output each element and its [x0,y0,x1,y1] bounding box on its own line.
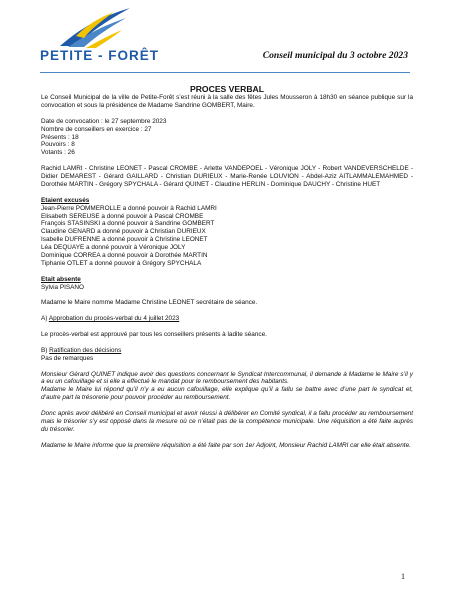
section-b-heading [41,347,413,355]
document-body [41,84,413,450]
absent-heading: Etait absente [41,275,81,283]
page-number: 1 [401,572,405,581]
page-header [0,0,450,78]
excused-heading: Etaient excusés [41,196,90,204]
section-a-prefix: A) [41,315,48,323]
section-b-title: Ratification des décisions [49,346,122,354]
secretary-appointment: Madame le Maire nomme Madame Christine LEONET secrétaire de séance. [41,299,258,307]
stat-convocation-date: Date de convocation : le 27 septembre 2023 [41,117,167,125]
document-title: PROCES VERBAL [189,84,264,94]
meeting-title: Conseil municipal du 3 octobre 2023 [262,50,408,61]
excused-item: Isabelle DUFRENNE a donné pouvoir à Christine LEONET [41,236,208,244]
section-b-prefix: B) [41,346,48,354]
stat-councillors-count: Nombre de conseillers en exercice : 27 [41,125,152,133]
discussion-paragraph: Donc après avoir délibéré en Conseil municipal et avoir réussi à délibérer en Comité syndical, il a fallu procéder au remboursement mais le trésorier s’y est opposé dans la mesure où ce n’était pas de la compétence municipale. Une réquisition a été faite auprès du trésorier. [41,410,413,433]
discussion-paragraph: Madame le Maire informe que la première réquisition a été faite par son 1er Adjoint, Monsieur Rachid LAMRI car elle était absente. [41,441,411,449]
discussion-paragraph: Monsieur Gérard QUINET indique avoir des questions concernant le Syndicat Intercommunal, il demande à Madame le Maire s’il y a eu un cafouillage et si elle a effectué le mandat pour le remboursement des habitants. [41,370,413,386]
absent-name: Sylvia PISANO [41,283,84,291]
excused-item: Tiphanie OTLET a donné pouvoir à Grégory SPYCHALA [41,259,202,267]
excused-item: Jean-Pierre POMMEROLLE a donné pouvoir à Rachid LAMRI [41,204,217,212]
town-logo [40,6,160,70]
section-b-subtext: Pas de remarques [41,354,94,362]
stat-proxies-count: Pouvoirs : 8 [41,141,75,149]
excused-item: Léa DEQUAYE a donné pouvoir à Véronique JOLY [41,244,186,252]
excused-item: Dominique CORREA a donné pouvoir à Dorothée MARTIN [41,252,208,260]
stylized-bird-swoosh-icon [56,6,136,50]
discussion-paragraph: Madame le Maire lui répond qu’il n’y a eu aucun cafouillage, elle explique qu’il a fallu se battre avec d’une part le syndicat et, d’autre part la trésorerie pour pouvoir procéder au remboursement. [41,386,413,402]
section-a-text: Le procès-verbal est approuvé par tous les conseillers présents à ladite séance. [41,331,267,339]
present-members-list: Rachid LAMRI - Christine LEONET - Pascal CROMBE - Arlette VANDEPOEL - Véronique JOLY - Robert VANDEVERSCHELDE - Didier DEMAREST - Gérard GAILLARD - Christian DURIEUX - Marie-Renée LOUVION - Abdel-Aziz AITLAMMALEMAHMED - Dorothée MARTIN - Grégory SPYCHALA - Gérard QUINET - Claudine HERLIN - Dominique DAUCHY - Christine HUET [41,165,413,188]
intro-paragraph: Le Conseil Municipal de la ville de Petite-Forêt s’est réuni à la salle des fêtes Jules Mousseron à 18h30 en séance publique sur la convocation et sous la présidence de Madame Sandrine GOMBERT, Maire. [41,94,413,109]
header-divider [40,72,410,73]
section-a-heading [41,315,413,323]
stat-present-count: Présents : 18 [41,133,79,141]
excused-item: Elisabeth SEREUSE a donné pouvoir à Pascal CROMBE [41,212,204,220]
excused-item: François STASINSKI a donné pouvoir à Sandrine GOMBERT [41,220,215,228]
stat-voters-count: Votants : 26 [41,149,75,157]
section-a-title: Approbation du procès-verbal du 4 juillet 2023 [48,315,180,323]
excused-item: Claudine GENARD a donné pouvoir à Christian DURIEUX [41,228,206,236]
logo-text: PETITE - FORÊT [40,48,160,63]
